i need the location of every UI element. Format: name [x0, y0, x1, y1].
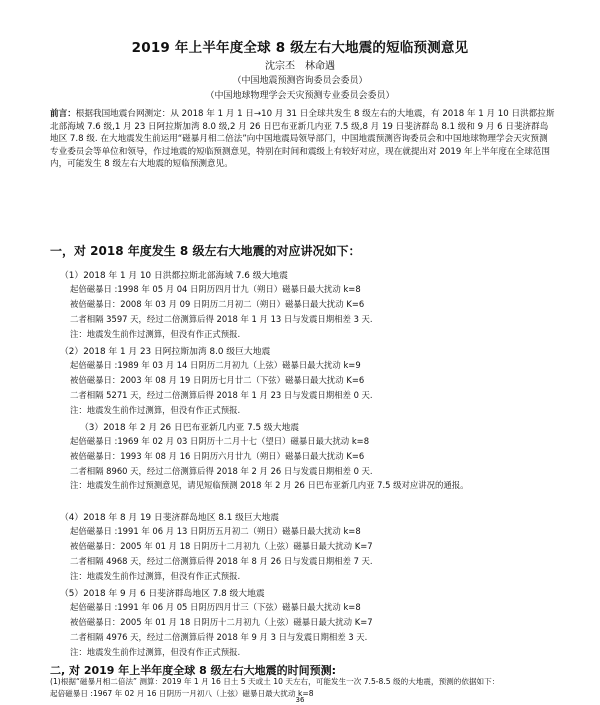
item3-line3: 二者相隔 8960 天，经过二倍测算后得 2018 年 2 月 26 日与发震日期相差 0 天. — [70, 466, 373, 476]
item2-line2: 被倍磁暴日：2003 年 08 月 19 日阴历七月廿二（下弦）磁暴日最大扰动 K=6 — [70, 375, 365, 385]
item3-line2: 被倍磁暴日：1993 年 08 月 16 日阴历六月廿九（朔日）磁暴日最大扰动 K=6 — [70, 451, 365, 461]
item3-note: 注：地震发生前作过预测意见，请见短临预测 2018 年 2 月 26 日巴布亚新几内亚 7.5 级对应讲况的通报。 — [70, 480, 469, 490]
item5-line3: 二者相隔 4976 天，经过二倍测算后得 2018 年 9 月 3 日与发震日期相差 3 天. — [70, 632, 368, 642]
item1-line1: 起倍磁暴日 :1998 年 05 月 04 日阴历四月廿九（朔日）磁暴日最大扰动 k=8 — [70, 284, 361, 294]
item1-line2: 被倍磁暴日：2008 年 03 月 09 日阴历二月初二（朔日）磁暴日最大扰动 K=6 — [70, 299, 365, 309]
preface-lead: 前言： — [50, 109, 76, 119]
item2-line3: 二者相隔 5271 天，经过二倍测算后得 2018 年 1 月 23 日与发震日期相差 0 天. — [70, 390, 373, 400]
section2-line1: 起倍磁暴日 :1967 年 02 月 16 日阴历一月初八（上弦）磁暴日最大扰动 k=8 — [50, 689, 314, 698]
item2-note: 注：地震发生前作过测算，但没有作正式预报. — [70, 405, 241, 415]
item1-line3: 二者相隔 3597 天，经过二倍测算后得 2018 年 1 月 13 日与发震日期相差 3 天. — [70, 314, 373, 324]
item3-title: （3）2018 年 2 月 26 日巴布亚新几内亚 7.5 级大地震 — [80, 423, 300, 433]
item4-line3: 二者相隔 4968 天，经过二倍测算后得 2018 年 8 月 26 日与发震日期相差 7 天. — [70, 556, 373, 566]
section2-para1: (1)根据“磁暴月相二倍法” 测算：2019 年 1 月 16 日土 5 天或土 10 天左右，可能发生一次 7.5-8.5 级的大地震，预测的依据如下： — [50, 677, 500, 686]
item2-line1: 起倍磁暴日 :1989 年 03 月 14 日阴历二月初九（上弦）磁暴日最大扰动 k=9 — [70, 360, 361, 370]
preface-text: 根据我国地震台网测定：从 2018 年 1 月 1 日→10 月 31 日全球共发生 8 级左右的大地震，有 2018 年 1 月 10 日洪都拉斯北部海域 7.6 级,1 月 23 日阿拉斯加湾 8.0 级,2 月 26 日巴布亚新几内亚 7.5 级,8 月 19 日斐济群岛 8.1 级和 9 月 6 日斐济群岛地区 7.8 级. 在大地震发生前运用“磁暴月相二倍法”向中国地震局领导部门，中国地震预测咨询委员会和中国地球物理学会天灾预测专业委员会等单位和领导，作过地震的短临预测意见，特别在时间和震级上有较好对应，现在就提出对 2019 年上半年度在全球范围内，可能发生 8 级左右大地震的短临预测意见。 — [50, 109, 555, 169]
affiliation-1: （中国地震预测咨询委员会委员） — [232, 76, 368, 86]
item5-note: 注：地震发生前作过测算，但没有作正式预报. — [70, 647, 241, 657]
section1-heading: 一，对 2018 年度发生 8 级左右大地震的对应讲况如下： — [50, 244, 361, 258]
item5-line1: 起倍磁暴日 :1991 年 06 月 05 日阴历四月廿三（下弦）磁暴日最大扰动 k=8 — [70, 602, 361, 612]
item5-title: （5）2018 年 9 月 6 日斐济群岛地区 7.8 级大地震 — [60, 589, 265, 599]
page-number: 36 — [295, 696, 305, 704]
document-title: 2019 年上半年度全球 8 级左右大地震的短临预测意见 — [131, 40, 469, 56]
section2-heading: 二, 对 2019 年上半年度全球 8 级左右大地震的时间预测: — [50, 664, 336, 677]
item3-line1: 起倍磁暴日 :1969 年 02 月 03 日阴历十二月十七（望日）磁暴日最大扰动 k=8 — [70, 436, 370, 446]
affiliation-2: （中国地球物理学会天灾预测专业委员会委员） — [205, 91, 395, 101]
item4-title: （4）2018 年 8 月 19 日斐济群岛地区 8.1 级巨大地震 — [60, 513, 280, 523]
item1-title: （1）2018 年 1 月 10 日洪都拉斯北部海域 7.6 级大地震 — [60, 271, 288, 281]
item4-line2: 被倍磁暴日：2005 年 01 月 18 日阴历十二月初九（上弦）磁暴日最大扰动 K=7 — [70, 541, 373, 551]
authors: 沈宗丕 林命遇 — [265, 61, 335, 72]
item5-line2: 被倍磁暴日：2005 年 01 月 18 日阴历十二月初九（上弦）磁暴日最大扰动 K=7 — [70, 617, 373, 627]
item2-title: （2）2018 年 1 月 23 日阿拉斯加湾 8.0 级巨大地震 — [60, 347, 271, 357]
item1-note: 注：地震发生前作过测算，但没有作正式预报. — [70, 329, 241, 339]
preface — [50, 108, 555, 171]
item4-line1: 起倍磁暴日 :1991 年 06 月 13 日阴历五月初二（朔日）磁暴日最大扰动 k=8 — [70, 526, 361, 536]
item4-note: 注：地震发生前作过测算，但没有作正式预报. — [70, 571, 241, 581]
